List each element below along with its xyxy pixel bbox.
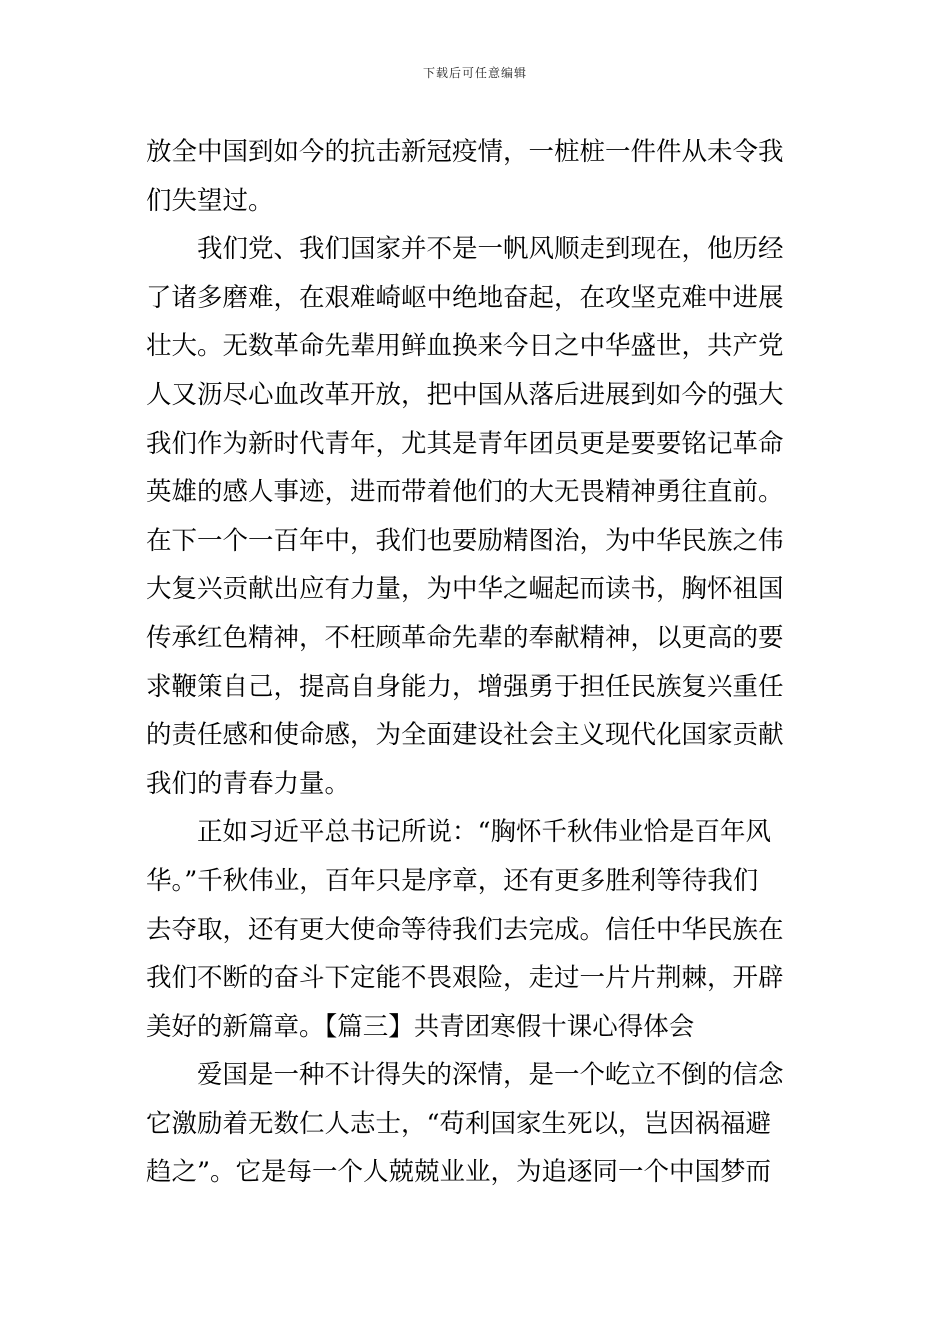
- text-line: 放全中国到如今的抗击新冠疫情，一桩桩一件件从未令我: [146, 137, 784, 167]
- page-header: 下载后可任意编辑: [422, 66, 527, 80]
- text-line: 英雄的感人事迹，进而带着他们的大无畏精神勇往直前。: [146, 477, 784, 508]
- text-line: 去夺取，还有更大使命等待我们去完成。信任中华民族在: [146, 914, 784, 945]
- text-line: 美好的新篇章。【篇三】共青团寒假十课心得体会: [146, 1011, 695, 1042]
- text-line: 传承红色精神，不枉顾革命先辈的奉献精神，以更高的要: [146, 622, 784, 653]
- text-line: 华。”千秋伟业，百年只是序章，还有更多胜利等待我们: [146, 865, 759, 896]
- text-line: 求鞭策自己，提高自身能力，增强勇于担任民族复兴重任: [146, 671, 784, 702]
- text-line: 正如习近平总书记所说：“胸怀千秋伟业恰是百年风: [197, 817, 772, 848]
- text-line: 们失望过。: [146, 185, 274, 216]
- text-line: 爱国是一种不计得失的深情，是一个屹立不倒的信念: [197, 1060, 784, 1091]
- document-body: [146, 128, 806, 1197]
- text-line: 我们党、我们国家并不是一帆风顺走到现在，他历经: [197, 234, 784, 265]
- text-line: 人又沥尽心血改革开放，把中国从落后进展到如今的强大: [146, 379, 784, 410]
- text-line: 它激励着无数仁人志士，“苟利国家生死以，岂因祸福避: [146, 1108, 772, 1139]
- text-line: 趋之”。它是每一个人兢兢业业，为追逐同一个中国梦而: [146, 1157, 772, 1188]
- text-line: 壮大。无数革命先辈用鲜血换来今日之中华盛世，共产党: [146, 331, 784, 362]
- text-line: 我们的青春力量。: [146, 768, 351, 799]
- text-line: 在下一个一百年中，我们也要励精图治，为中华民族之伟: [146, 525, 784, 556]
- text-line: 的责任感和使命感，为全面建设社会主义现代化国家贡献: [146, 720, 784, 751]
- text-line: 大复兴贡献出应有力量，为中华之崛起而读书，胸怀祖国: [146, 574, 784, 605]
- text-line: 了诸多磨难，在艰难崎岖中绝地奋起，在攻坚克难中进展: [146, 282, 784, 313]
- text-line: 我们不断的奋斗下定能不畏艰险，走过一片片荆棘，开辟: [146, 963, 784, 994]
- text-line: 我们作为新时代青年，尤其是青年团员更是要要铭记革命: [146, 428, 784, 459]
